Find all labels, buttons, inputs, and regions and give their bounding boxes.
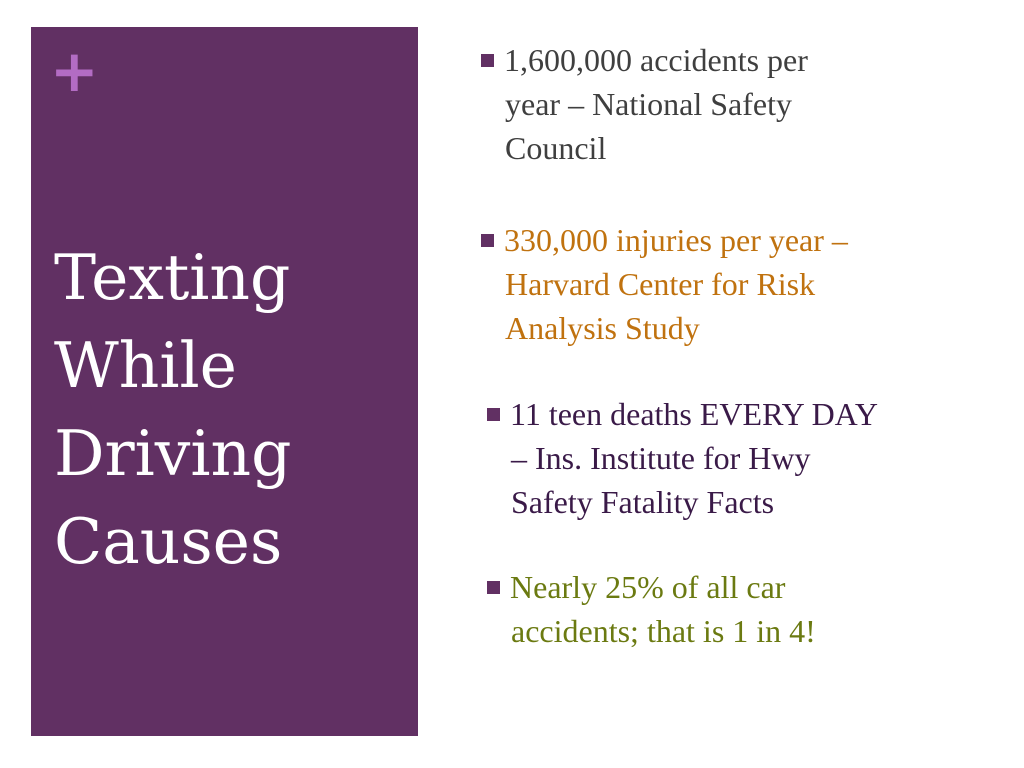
bullet-text: Harvard Center for Risk	[505, 266, 816, 302]
title-line: While	[54, 329, 237, 402]
bullet-percentage	[487, 565, 816, 653]
title-line: Causes	[54, 505, 283, 578]
bullet-text: accidents; that is 1 in 4!	[511, 613, 816, 649]
bullet-text: – Ins. Institute for Hwy	[511, 440, 811, 476]
bullet-text: year – National Safety	[505, 86, 792, 122]
bullet-square-icon	[487, 408, 500, 421]
plus-icon: +	[50, 37, 99, 105]
bullet-square-icon	[481, 234, 494, 247]
bullet-teen-deaths	[487, 392, 878, 524]
title-line: Texting	[54, 241, 291, 314]
bullet-text: 1,600,000 accidents per	[504, 42, 808, 78]
bullet-square-icon	[481, 54, 494, 67]
bullet-accidents	[481, 38, 808, 170]
bullet-text: Council	[505, 130, 607, 166]
bullet-text: 11 teen deaths EVERY DAY	[510, 396, 878, 432]
bullet-injuries	[481, 218, 848, 350]
bullet-text: Analysis Study	[505, 310, 700, 346]
slide-title	[54, 234, 399, 586]
bullet-text: Safety Fatality Facts	[511, 484, 775, 520]
title-line: Driving	[54, 417, 292, 490]
bullet-text: 330,000 injuries per year –	[504, 222, 848, 258]
bullet-square-icon	[487, 581, 500, 594]
bullet-text: Nearly 25% of all car	[510, 569, 786, 605]
